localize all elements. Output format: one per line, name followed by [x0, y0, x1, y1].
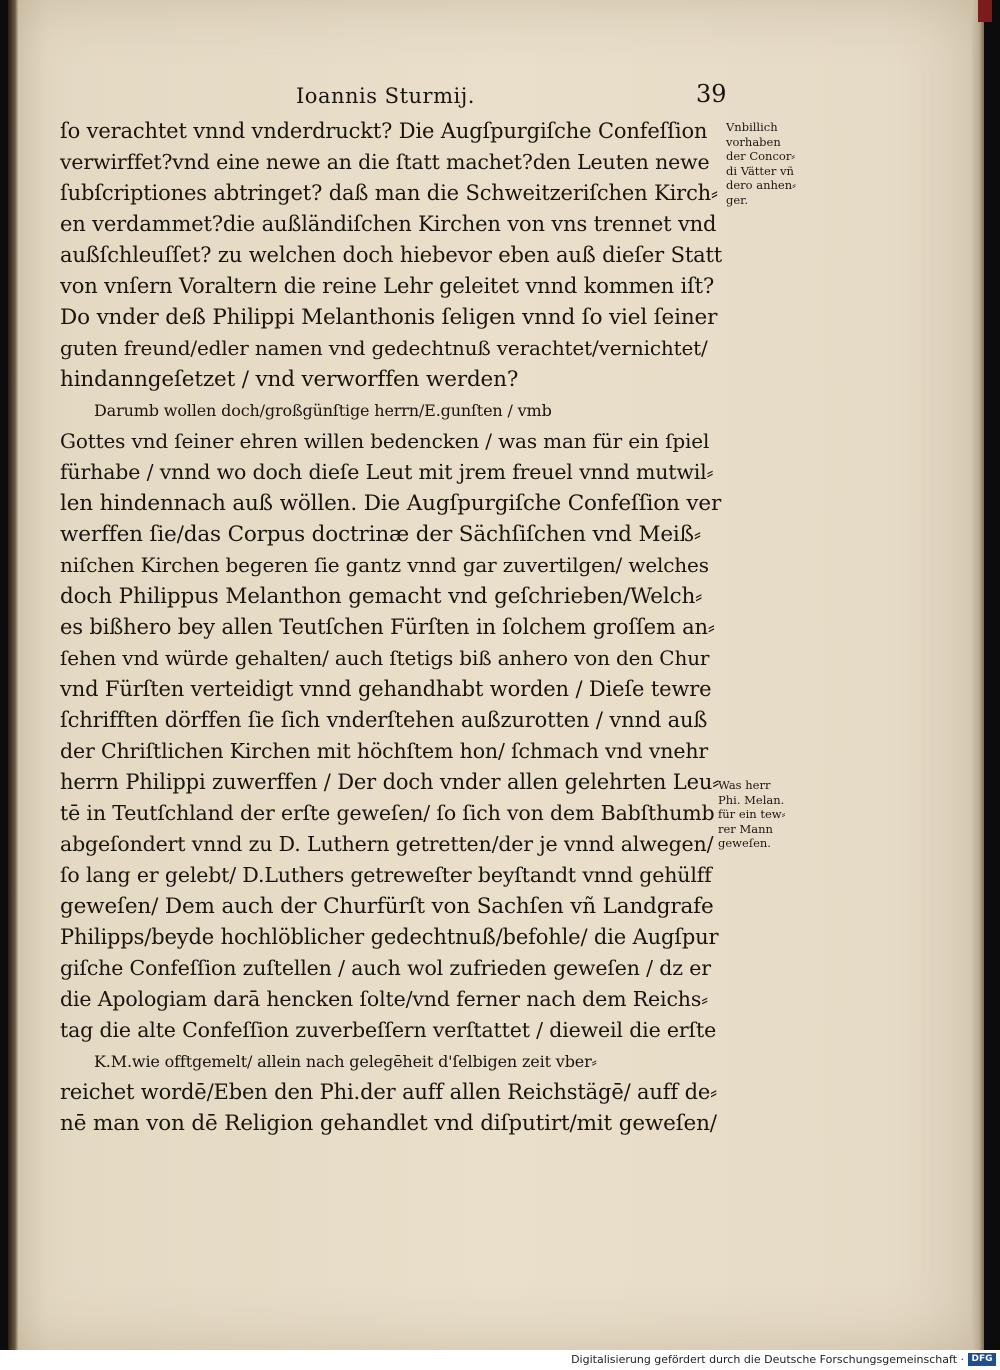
- text-line: Darumb wollen doch/großgünſtige herrn/E.gunſten / vmb: [94, 401, 552, 420]
- text-line: K.M.wie offtgemelt/ allein nach gelegēheit d'ſelbigen zeit vber⸗: [94, 1052, 597, 1071]
- margin-note-line: rer Mann: [718, 821, 773, 836]
- page-number: 39: [696, 80, 727, 108]
- text-line: niſchen Kirchen begeren ſie gantz vnnd gar zuvertilgen/ welches: [60, 553, 709, 577]
- text-line: guten freund/edler namen vnd gedechtnuß verachtet/vernichtet/: [60, 336, 708, 360]
- margin-note-melanchthon: [718, 778, 808, 851]
- text-line: Do vnder deß Philippi Melanthonis ſeligen vnnd ſo viel ſeiner: [60, 305, 718, 330]
- text-line: der Chriſtlichen Kirchen mit höchſtem hon/ ſchmach vnd vnehr: [60, 739, 709, 763]
- margin-note-line: di Vätter vñ: [726, 163, 794, 178]
- text-line: vnd Fürſten verteidigt vnnd gehandhabt worden / Dieſe tewre: [60, 677, 712, 701]
- text-line: ſo verachtet vnnd vnderdruckt? Die Augſpurgiſche Confeſſion: [60, 119, 708, 143]
- text-line: abgeſondert vnnd zu D. Luthern getretten/der je vnnd alwegen/: [60, 832, 714, 856]
- text-line: es bißhero bey allen Teutſchen Fürſten in ſolchem groſſem an⸗: [60, 615, 715, 639]
- margin-note-line: geweſen.: [718, 836, 771, 850]
- text-line: außſchleuſſet? zu welchen doch hiebevor eben auß dieſer Statt: [60, 243, 723, 267]
- text-line: doch Philippus Melanthon gemacht vnd geſchrieben/Welch⸗: [60, 584, 703, 609]
- text-line: geweſen/ Dem auch der Churfürſt von Sachſen vñ Landgrafe: [60, 894, 714, 919]
- footer-bar: [0, 1350, 1000, 1370]
- margin-note-line: für ein tew⸗: [718, 807, 786, 821]
- footer-credit: Digitalisierung gefördert durch die Deutsche Forschungsgemeinschaft ·: [571, 1353, 964, 1366]
- book-spine-shadow: [8, 0, 18, 1350]
- text-line: tē in Teutſchland der erſte geweſen/ ſo ſich von dem Babſthumb: [60, 801, 715, 825]
- dfg-logo: DFG: [968, 1353, 996, 1366]
- page-edge: [972, 0, 984, 1350]
- book-page: [8, 0, 984, 1350]
- text-line: en verdammet?die außländiſchen Kirchen von vns trennet vnd: [60, 212, 717, 236]
- text-line: ſchrifften dörffen ſie ſich vnderſtehen außzurotten / vnnd auß: [60, 708, 708, 732]
- text-line: giſche Confeſſion zuſtellen / auch wol zufrieden geweſen / dz er: [60, 956, 711, 980]
- running-head: Ioannis Sturmij.: [296, 84, 475, 108]
- text-line: ſehen vnd würde gehalten/ auch ſtetigs biß anhero von den Chur: [60, 646, 710, 670]
- red-tab-marker: [978, 0, 992, 22]
- text-line: werffen ſie/das Corpus doctrinæ der Sächſiſchen vnd Meiß⸗: [60, 522, 701, 547]
- text-line: nē man von dē Religion gehandlet vnd diſputirt/mit geweſen/: [60, 1111, 717, 1136]
- text-line: hindanngeſetzet / vnd verworffen werden?: [60, 367, 519, 392]
- text-line: Gottes vnd ſeiner ehren willen bedencken / was man für ein ſpiel: [60, 429, 710, 453]
- margin-note-line: Was herr: [718, 778, 771, 792]
- margin-note-line: Phi. Melan.: [718, 792, 785, 807]
- margin-note-concord: [726, 120, 816, 207]
- text-line: ſubſcriptiones abtringet? daß man die Schweitzeriſchen Kirch⸗: [60, 181, 718, 205]
- text-line: reichet wordē/Eben den Phi.der auff allen Reichstägē/ auff de⸗: [60, 1080, 717, 1104]
- text-line: tag die alte Confeſſion zuverbeſſern verſtattet / dieweil die erſte: [60, 1018, 717, 1042]
- body-text: [60, 116, 723, 1139]
- text-line: ſo lang er gelebt/ D.Luthers getreweſter beyſtandt vnnd gehülff: [60, 863, 712, 887]
- text-line: von vnſern Voraltern die reine Lehr geleitet vnnd kommen iſt?: [60, 274, 715, 298]
- margin-note-line: Vnbillich: [726, 120, 778, 134]
- margin-note-line: dero anhen⸗: [726, 178, 796, 192]
- text-line: die Apologiam darā hencken ſolte/vnd ferner nach dem Reichs⸗: [60, 987, 708, 1011]
- text-line: verwirffet?vnd eine newe an die ſtatt machet?den Leuten newe: [60, 150, 710, 174]
- margin-note-line: vorhaben: [726, 134, 781, 149]
- margin-note-line: der Concor⸗: [726, 149, 796, 163]
- text-line: len hindennach auß wöllen. Die Augſpurgiſche Confeſſion ver: [60, 491, 722, 516]
- text-line: fürhabe / vnnd wo doch dieſe Leut mit jrem freuel vnnd mutwil⸗: [60, 460, 714, 484]
- margin-note-line: ger.: [726, 192, 749, 207]
- text-line: Philipps/beyde hochlöblicher gedechtnuß/befohle/ die Augſpur: [60, 925, 719, 949]
- text-line: herrn Philippi zuwerffen / Der doch vnder allen gelehrten Leu⸗: [60, 770, 720, 794]
